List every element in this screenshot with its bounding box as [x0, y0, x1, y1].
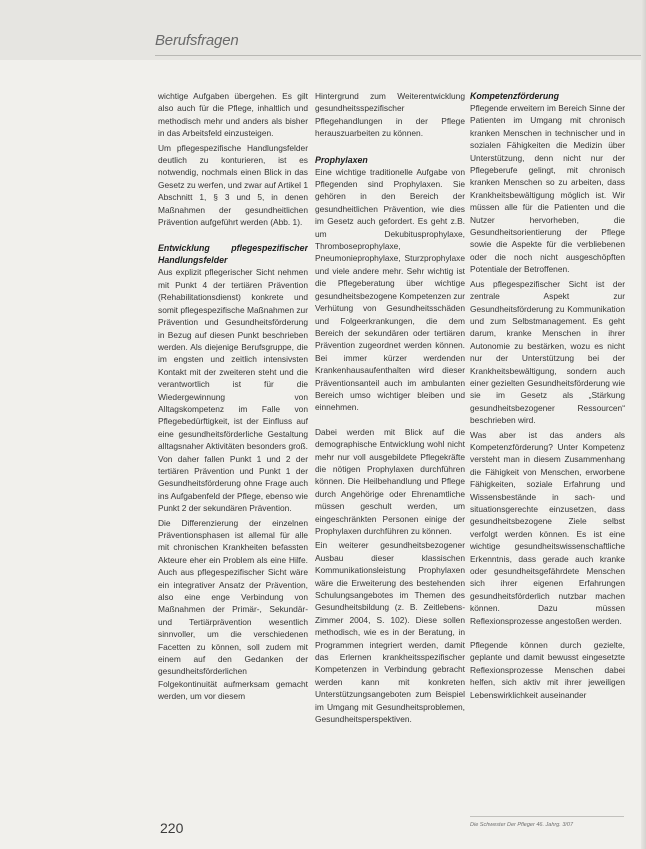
paragraph: Dabei werden mit Blick auf die demographische Entwicklung wohl nicht mehr nur voll ausgebildete Pflegekräfte die nötigen Prophylaxen durchführen können. Die Heilbehandlung und Pflege durch Angehörige oder Ehrenamtliche müssen geschult werden, um eingeschränkten Personen einige der Prophylaxen durchführen zu können. [315, 426, 465, 536]
paragraph: Pflegende erweitern im Bereich Sinne der Patienten im Umgang mit chronisch kranken Menschen in technischer und in sozialen Fähigkeiten die Medizin über Unterstützung, denn nicht nur der Pflegeberufe gelingt, mit chronisch kranken Menschen so zu arbeiten, dass Krankheitsbewältigung möglich ist. Wir müssen alle für die Patienten und die Nutzer hervorheben, die Gesundheitsorientierung der Pflege sowie die Aspekte für die verbliebenen oder die noch nicht ausgeschöpften Potentiale der Betroffenen. [470, 103, 625, 275]
footer-rule [470, 816, 624, 817]
section-heading: Entwicklung pflegespezifischer Handlungsfelder [158, 243, 308, 266]
paragraph: Hintergrund zum Weiterentwicklung gesundheitsspezifischer Pflegehandlungen in der Pflege herauszuarbeiten zu können. [315, 91, 465, 139]
journal-source: Die Schwester Der Pfleger 46. Jahrg. 3/07 [470, 822, 574, 828]
paragraph: wichtige Aufgaben übergehen. Es gilt also auch für die Pflege, inhaltlich und methodisch mehr und anders als bisher in das Arbeitsfeld einzusteigen. [158, 91, 308, 139]
paragraph: Pflegende können durch gezielte, geplante und damit bewusst eingesetzte Reflexionsprozesse Menschen dabei helfen, sich aktiv mit ihrer jeweiligen Lebenswirklichkeit auseinander [470, 640, 625, 700]
page-edge [641, 0, 646, 849]
page-number: 220 [160, 820, 184, 836]
paragraph: Aus pflegespezifischer Sicht ist der zentrale Aspekt zur Gesundheitsförderung zu Kommunikation und zum Selbstmanagement. Es geht darum, kranke Menschen in ihrer Autonomie zu bestärken, wozu es nicht nur der Unterstützung bei der Krankheitsbewältigung, sondern auch einer gezielten Gesundheitsförderung wie sie im Gesetz als „Stärkung gesundheitsbezogener Ressourcen“ beschrieben wird. [470, 278, 625, 426]
header-rule [155, 55, 646, 56]
paragraph: Um pflegespezifische Handlungsfelder deutlich zu konturieren, ist es notwendig, nochmals einen Blick in das Gesetz zu werfen, und zwar auf Artikel 1 Abschnitt 1, § 3 und 5, in denen Maßnahmen der gesundheitlichen Prävention aufgeführt werden (Abb. 1). [158, 142, 308, 228]
text-column-3 [470, 90, 625, 805]
text-column-1 [158, 90, 308, 805]
paragraph: Ein weiterer gesundheitsbezogener Ausbau dieser klassischen Kommunikationsleistung Prophylaxen wäre die Erweiterung des bestehenden Schulungsangebotes im Themen des Gesundheitsbildung (z. B. Zeitlebens-Zimmer 2004, S. 102). Diese sollen methodisch, wie es in der Beratung, in Programmen integriert werden, damit das Erlernen krankheitsspezifischer Kompetenzen in Verbindung gebracht werden kann mit konkreten Unterstützungsangeboten zum Beispiel im Umgang mit Gesundheitsproblemen, Gesundheitsperspektiven. [315, 540, 465, 725]
paragraph: Was aber ist das anders als Kompetenzförderung? Unter Kompetenz versteht man in diesem Zusammenhang die Fähigkeit von Menschen, erworbene Fähigkeiten, soziale Erfahrung und Wissensbestände in sach- und situationsgerechte einzusetzen, dass gesundheitsbezogene Ziele selbst verfolgt werden können. Es ist eine wichtige gesundheitswissenschaftliche Erkenntnis, dass gerade auch kranke oder gesundheitsgefährdete Menschen sich ihrer eigenen Erfahrungen gesundheitsförderlich nutzbar machen können. Dazu müssen Reflexionsprozesse angestoßen werden. [470, 429, 625, 626]
running-header [0, 0, 646, 60]
section-heading: Kompetenzförderung [470, 91, 559, 101]
paragraph: Eine wichtige traditionelle Aufgabe von Pflegenden sind Prophylaxen. Sie gehören in den Bereich der gesundheitlichen Prävention, wie dies im Gesetz auch gefordert. Es geht z.B. um Dekubitusprophylaxe, Thromboseprophylaxe, Pneumonieprophylaxe, Sturzprophylaxe und viele andere mehr. Sehr wichtig ist die Pflegeberatung über wichtige gesundheitsbezogene Kompetenzen zur Verhütung von Gesundheitsschäden und Folgeerkrankungen, die dem Bereich der sekundären oder tertiären Prävention zugeordnet werden können. Bei immer kürzer werdenden Krankenhausaufenthalten wird dieser Präventionsanteil auch im ambulanten Bereich umso wichtiger bleiben und einnehmen. [315, 166, 465, 413]
paragraph: Aus explizit pflegerischer Sicht nehmen mit Punkt 4 der tertiären Prävention (Rehabilitationsdienst) konkrete und somit pflegespezifische Maßnahmen zur Prävention und Gesundheitsförderung in Bezug auf diesen Punkt beschrieben werden. Als diejenige Berufsgruppe, die im engsten und zeitlich intensivsten Kontakt mit der zweiteren steht und die verantwortlich ist für die Wiedergewinnung von Alltagskompetenz im Falle von Pflegebedürftigkeit, ist der Einfluss auf eine gesundheitsförderliche Gestaltung alltagsnaher Aktivitäten besonders groß. Von daher fallen Punkt 1 und 2 der tertiären Prävention und Punkt 1 der Gesundheitsförderung ohne Frage auch ins Aufgabenfeld der Pflege, ebenso wie Punkt 2 der sekundären Prävention. [158, 267, 308, 514]
text-column-2 [315, 90, 465, 805]
section-title: Berufsfragen [155, 32, 239, 49]
paragraph: Die Differenzierung der einzelnen Präventionsphasen ist allemal für alle mit chronischen Krankheiten befassten Akteure eher ein Problem als eine Hilfe. Auch aus pflegespezifischer Sicht wäre ein integrativer Ansatz der Prävention, also eine enge Verbindung von Maßnahmen der Primär-, Sekundär- und Tertiärprävention wesentlich sinnvoller, um die verschiedenen Facetten zu können, soll zudem mit einem auf den Gedanken der gesundheitsförderlichen Folgekontinuität aufmerksam gemacht werden, um vor diesem [158, 517, 308, 702]
section-heading: Prophylaxen [315, 154, 368, 165]
